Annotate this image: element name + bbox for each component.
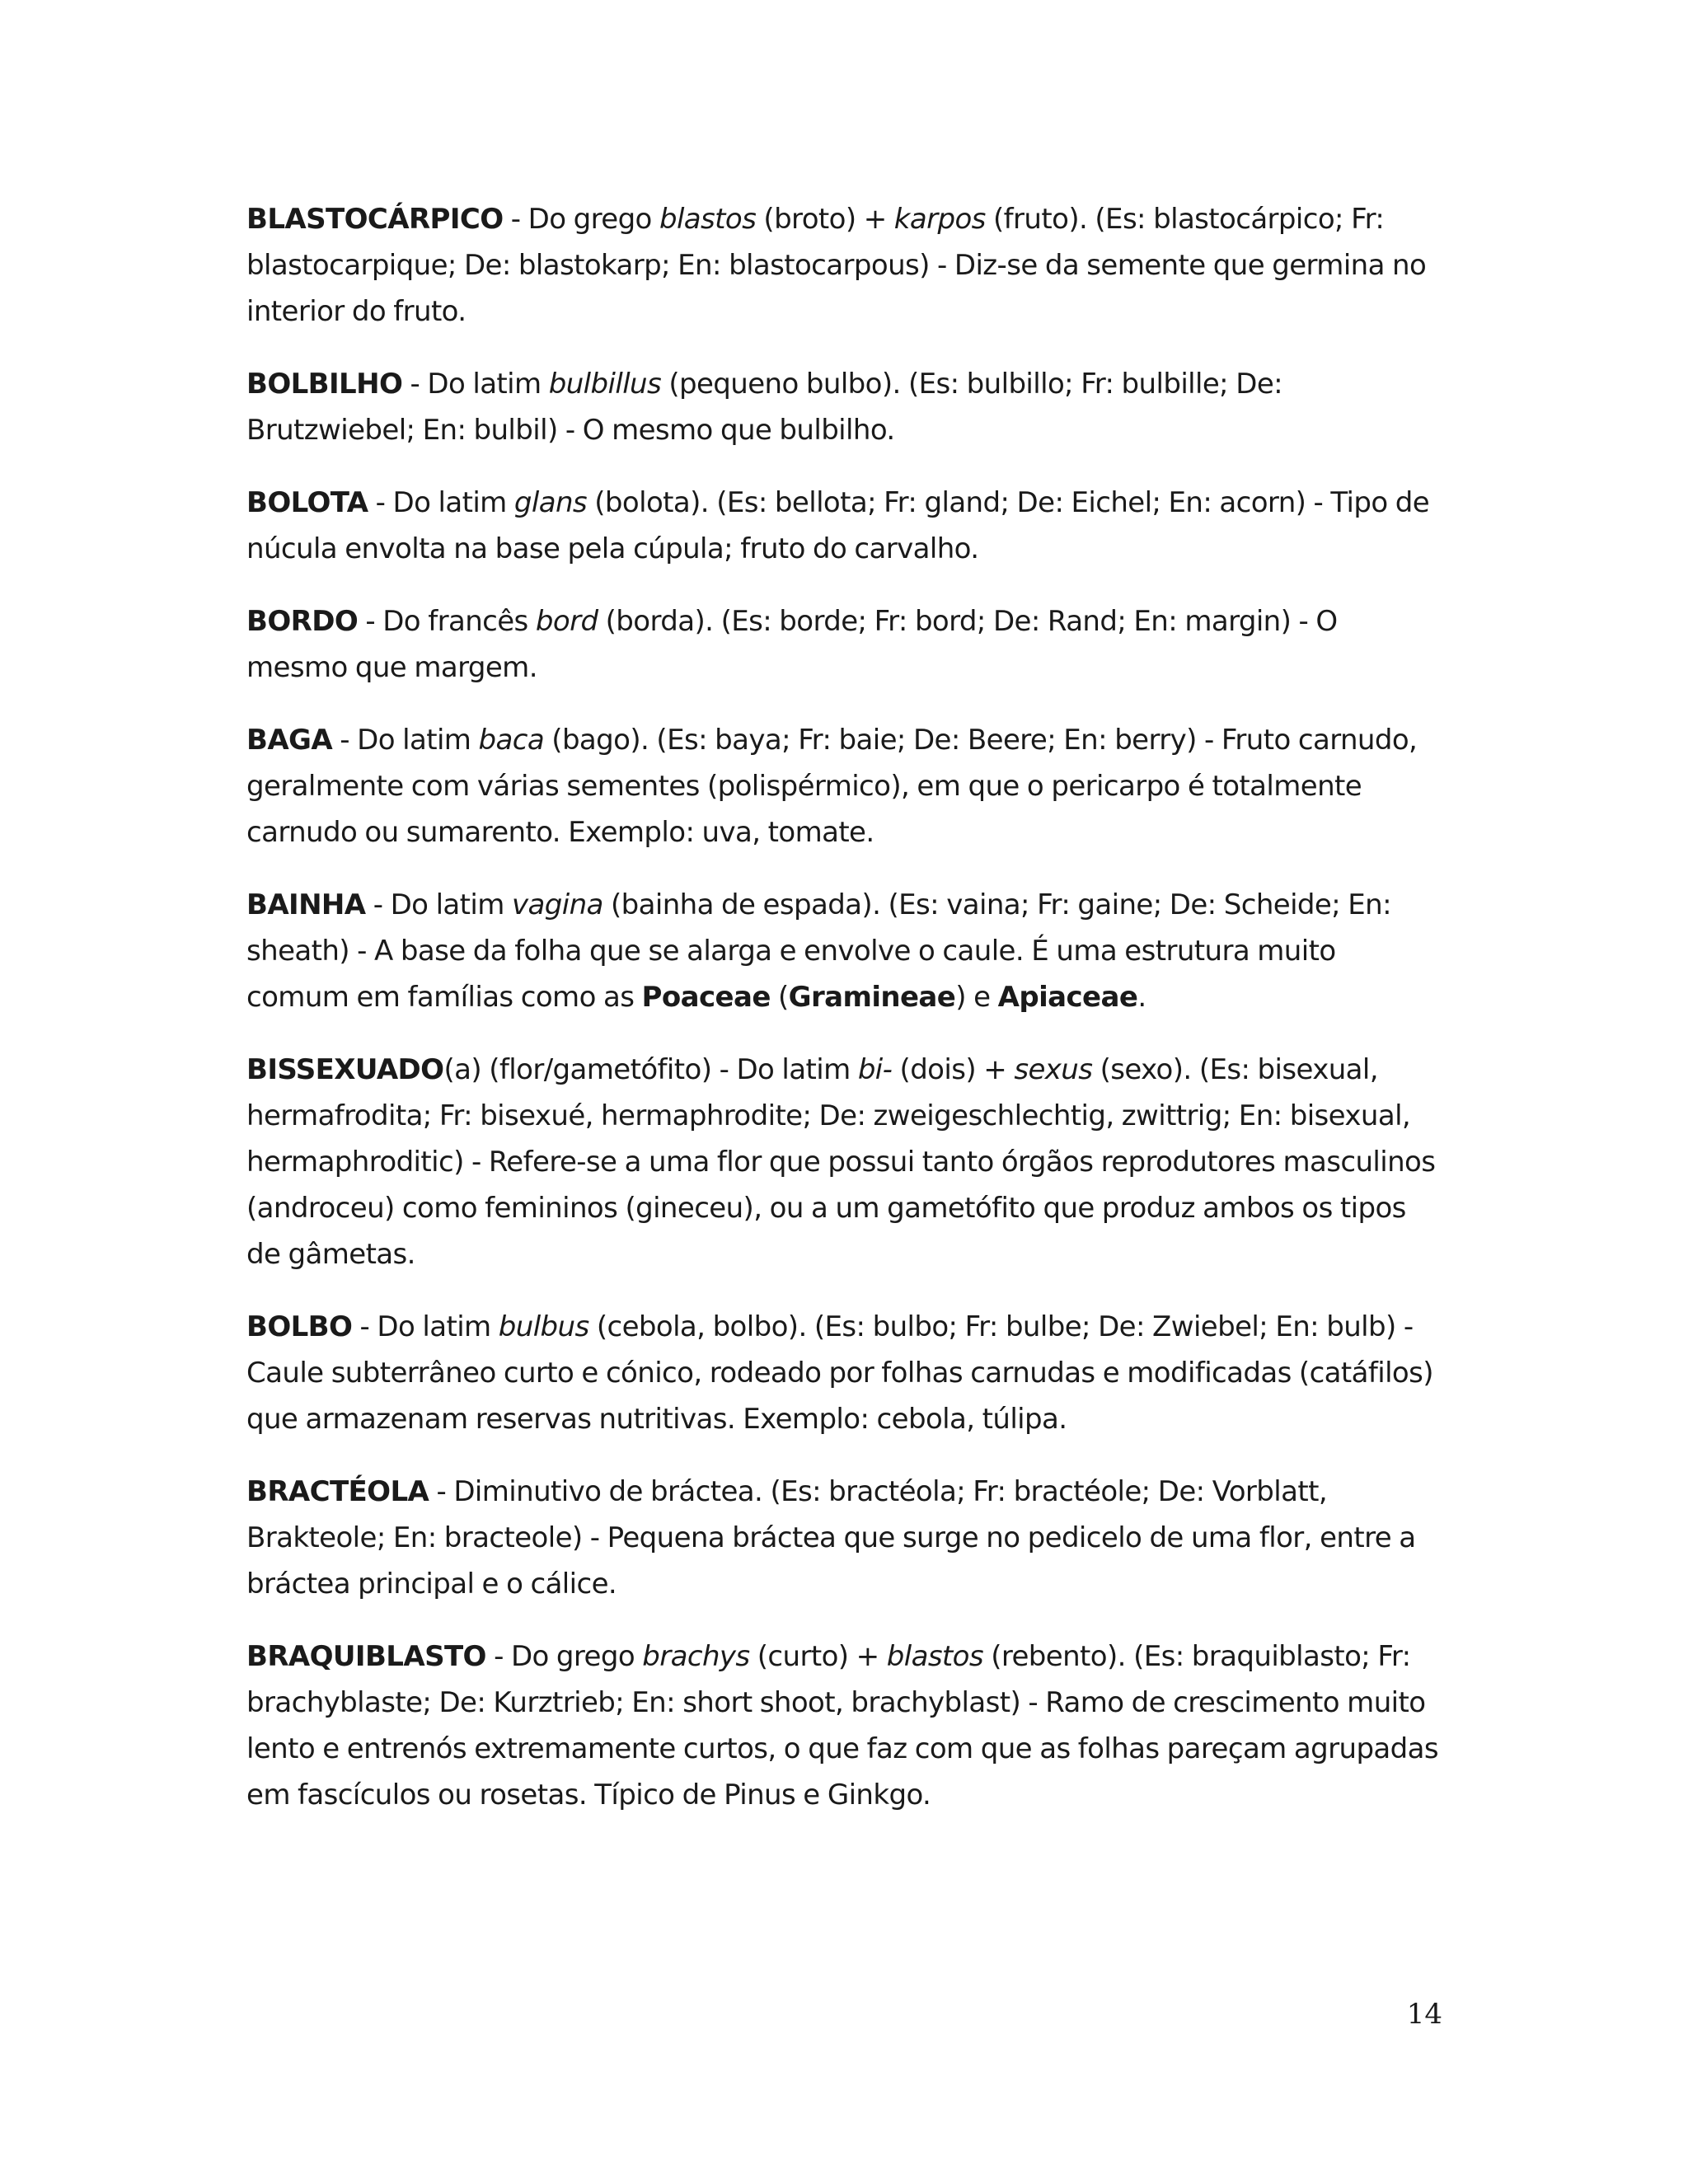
entry-term: BRACTÉOLA xyxy=(246,1475,429,1508)
glossary-entry-bolbilho: BOLBILHO - Do latim bulbillus (pequeno bulbo). (Es: bulbillo; Fr: bulbille; De: Brutzwiebel; En: bulbil) - O mesmo que bulbilho. xyxy=(246,368,1282,447)
entry-term: BISSEXUADO xyxy=(246,1053,444,1086)
page-number: 14 xyxy=(1406,1998,1442,2031)
glossary-entry-bolbo: BOLBO - Do latim bulbus (cebola, bolbo). (Es: bulbo; Fr: bulbe; De: Zwiebel; En: bulb) - Caule subterrâneo curto e cónico, rodeado por folhas carnudas e modificadas (catáfilos) que armazenam reservas nutritivas. Exemplo: cebola, túlipa. xyxy=(246,1310,1433,1436)
entry-term: BAGA xyxy=(246,724,333,757)
glossary-entry-bracteola: BRACTÉOLA - Diminutivo de bráctea. (Es: bractéola; Fr: bractéole; De: Vorblatt, Brakteole; En: bracteole) - Pequena bráctea que surge no pedicelo de uma flor, entre a bráctea principal e o cálice. xyxy=(246,1475,1416,1601)
glossary-entry-bissexuado: BISSEXUADO(a) (flor/gametófito) - Do latim bi- (dois) + sexus (sexo). (Es: bisexual, hermafrodita; Fr: bisexué, hermaphrodite; De: zweigeschlechtig, zwittrig; En: bisexual, hermaphroditic) - Refere-se a uma flor que possui tanto órgãos reprodutores masculinos (androceu) como femininos (gineceu), ou a um gametófito que produz ambos os tipos de gâmetas. xyxy=(246,1053,1436,1271)
entry-term: BLASTOCÁRPICO xyxy=(246,203,504,236)
entry-term: BRAQUIBLASTO xyxy=(246,1640,486,1673)
entry-term: BOLBO xyxy=(246,1310,353,1343)
entry-term: BAINHA xyxy=(246,888,366,921)
entry-term: BOLBILHO xyxy=(246,368,403,401)
glossary-entry-bainha: BAINHA - Do latim vagina (bainha de espada). (Es: vaina; Fr: gaine; De: Scheide; En: sheath) - A base da folha que se alarga e envolve o caule. É uma estrutura muito comum em famílias como as Poaceae (Gramineae) e Apiaceae. xyxy=(246,888,1391,1014)
glossary-entry-bordo: BORDO - Do francês bord (borda). (Es: borde; Fr: bord; De: Rand; En: margin) - O mesmo que margem. xyxy=(246,605,1338,684)
entry-term: BORDO xyxy=(246,605,359,638)
glossary-entry-braquiblasto: BRAQUIBLASTO - Do grego brachys (curto) + blastos (rebento). (Es: braquiblasto; Fr: brachyblaste; De: Kurztrieb; En: short shoot, brachyblast) - Ramo de crescimento muito lento e entrenós extremamente curtos, o que faz com que as folhas pareçam agrupadas em fascículos ou rosetas. Típico de Pinus e Ginkgo. xyxy=(246,1640,1439,1811)
entry-term: BOLOTA xyxy=(246,486,368,519)
glossary-entry-blastocarpico: BLASTOCÁRPICO - Do grego blastos (broto) + karpos (fruto). (Es: blastocárpico; Fr: blastocarpique; De: blastokarp; En: blastocarpous) - Diz-se da semente que germina no interior do fruto. xyxy=(246,203,1427,328)
glossary-entry-baga: BAGA - Do latim baca (bago). (Es: baya; Fr: baie; De: Beere; En: berry) - Fruto carnudo, geralmente com várias sementes (polispérmico), em que o pericarpo é totalmente carnudo ou sumarento. Exemplo: uva, tomate. xyxy=(246,724,1418,849)
glossary-entry-bolota: BOLOTA - Do latim glans (bolota). (Es: bellota; Fr: gland; De: Eichel; En: acorn) - Tipo de núcula envolta na base pela cúpula; fruto do carvalho. xyxy=(246,486,1430,565)
glossary-content xyxy=(246,196,1442,1844)
